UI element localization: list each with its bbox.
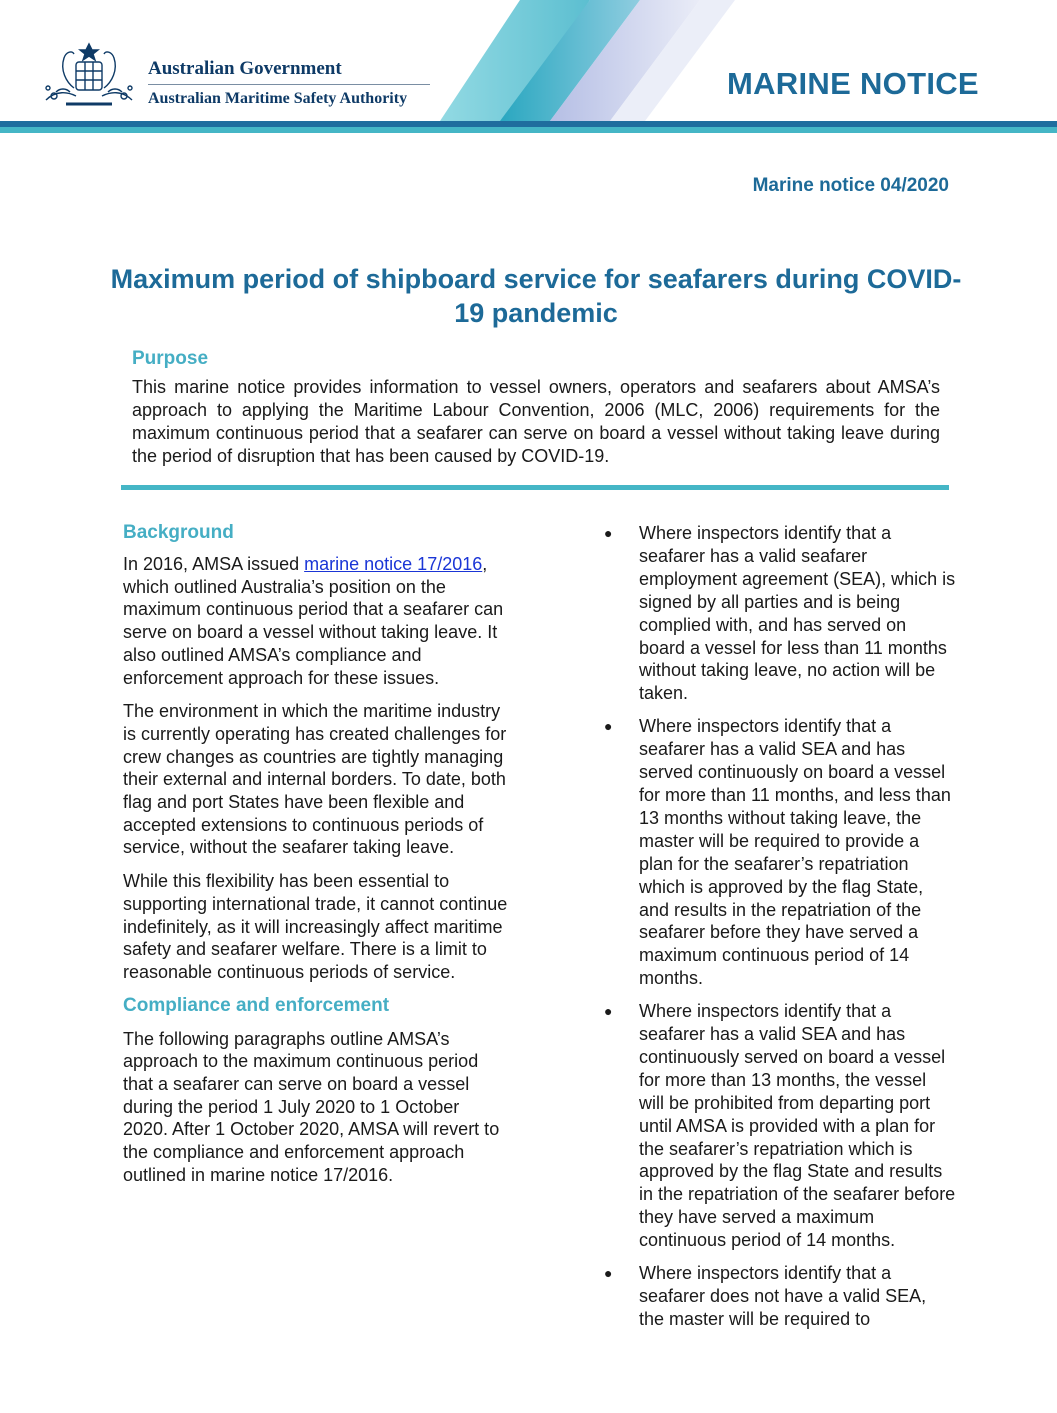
list-item-text: Where inspectors identify that a seafarer does not have a valid SEA, the master will be required to [639,1263,927,1329]
purpose-divider [121,485,949,490]
list-item [600,522,956,705]
gov-divider [148,84,430,85]
notice-type-heading: MARINE NOTICE [727,66,979,101]
gov-name: Australian Government [148,58,342,79]
purpose-section [132,348,940,468]
background-paragraph-2: The environment in which the maritime industry is currently operating has created challenges for crew changes as countries are tightly managing their external and internal borders. To date, both flag and port States have been flexible and accepted extensions to continuous periods of service, without the seafarer taking leave. [123,701,507,858]
compliance-paragraph-1: The following paragraphs outline AMSA’s approach to the maximum continuous period that a seafarer can serve on board a vessel during the period 1 July 2020 to 1 October 2020. After 1 October 2020, AMSA will revert to the compliance and enforcement approach outlined in marine notice 17/2016. [123,1028,500,1185]
right-column [600,522,956,1341]
page-header [0,0,1057,140]
bullet-icon: ● [604,1003,613,1020]
bullet-icon: ● [604,718,613,735]
agency-name: Australian Maritime Safety Authority [148,90,408,107]
page-title: Maximum period of shipboard service for seafarers during COVID-19 pandemic [110,264,962,329]
purpose-heading: Purpose [132,348,209,369]
list-item-text: Where inspectors identify that a seafarer has a valid SEA and has continuously served on board a vessel for more than 13 months, the vessel will be prohibited from departing port until AMSA is provided with a plan for the seafarer’s repatriation which is approved by the flag State and results in the repatriation of the seafarer before they have served a maximum continuous period of 14 months. [639,1001,956,1251]
list-item-text: Where inspectors identify that a seafarer has a valid SEA and has served continuously on board a vessel for more than 11 months, and less than 13 months without taking leave, the master will be required to provide a plan for the seafarer’s repatriation which is approved by the flag State, and results in the repatriation of the seafarer before they have served a maximum continuous period of 14 months. [639,716,951,989]
background-text-before-link: In 2016, AMSA issued [123,554,305,574]
marine-notice-link[interactable]: marine notice 17/2016 [304,554,483,574]
list-item-text: Where inspectors identify that a seafarer has a valid seafarer employment agreement (SEA), which is signed by all parties and is being complied with, and has served on board a vessel for less than 11 months without taking leave, no action will be taken. [639,523,956,704]
background-heading: Background [123,522,234,543]
bullet-icon: ● [604,1265,613,1282]
background-text-after-link: , which outlined Australia’s position on the maximum continuous period that a seafarer can serve on board a vessel without taking leave. It also outlined AMSA’s compliance and enforcement approach for these issues. [123,554,504,688]
enforcement-bullet-list [600,522,956,1331]
header-band-light [0,127,1057,133]
bullet-icon: ● [604,525,613,541]
list-item [600,1000,956,1252]
compliance-heading: Compliance and enforcement [123,994,390,1016]
notice-number: Marine notice 04/2020 [752,175,949,196]
left-column [123,522,508,1198]
background-paragraph-3: While this flexibility has been essential to supporting international trade, it cannot continue indefinitely, as it will increasingly affect maritime safety and seafarer welfare. There is a limit to reasonable continuous periods of service. [123,871,508,982]
purpose-text: This marine notice provides information to vessel owners, operators and seafarers about AMSA’s approach to applying the Maritime Labour Convention, 2006 (MLC, 2006) requirements for the maximum continuous period that a seafarer can serve on board a vessel without taking leave during the period of disruption that has been caused by COVID-19. [132,377,940,466]
coat-of-arms-icon [36,38,142,114]
list-item [600,715,956,990]
government-logo-text [148,58,430,109]
background-paragraph-1 [123,553,508,689]
list-item [600,1262,956,1331]
